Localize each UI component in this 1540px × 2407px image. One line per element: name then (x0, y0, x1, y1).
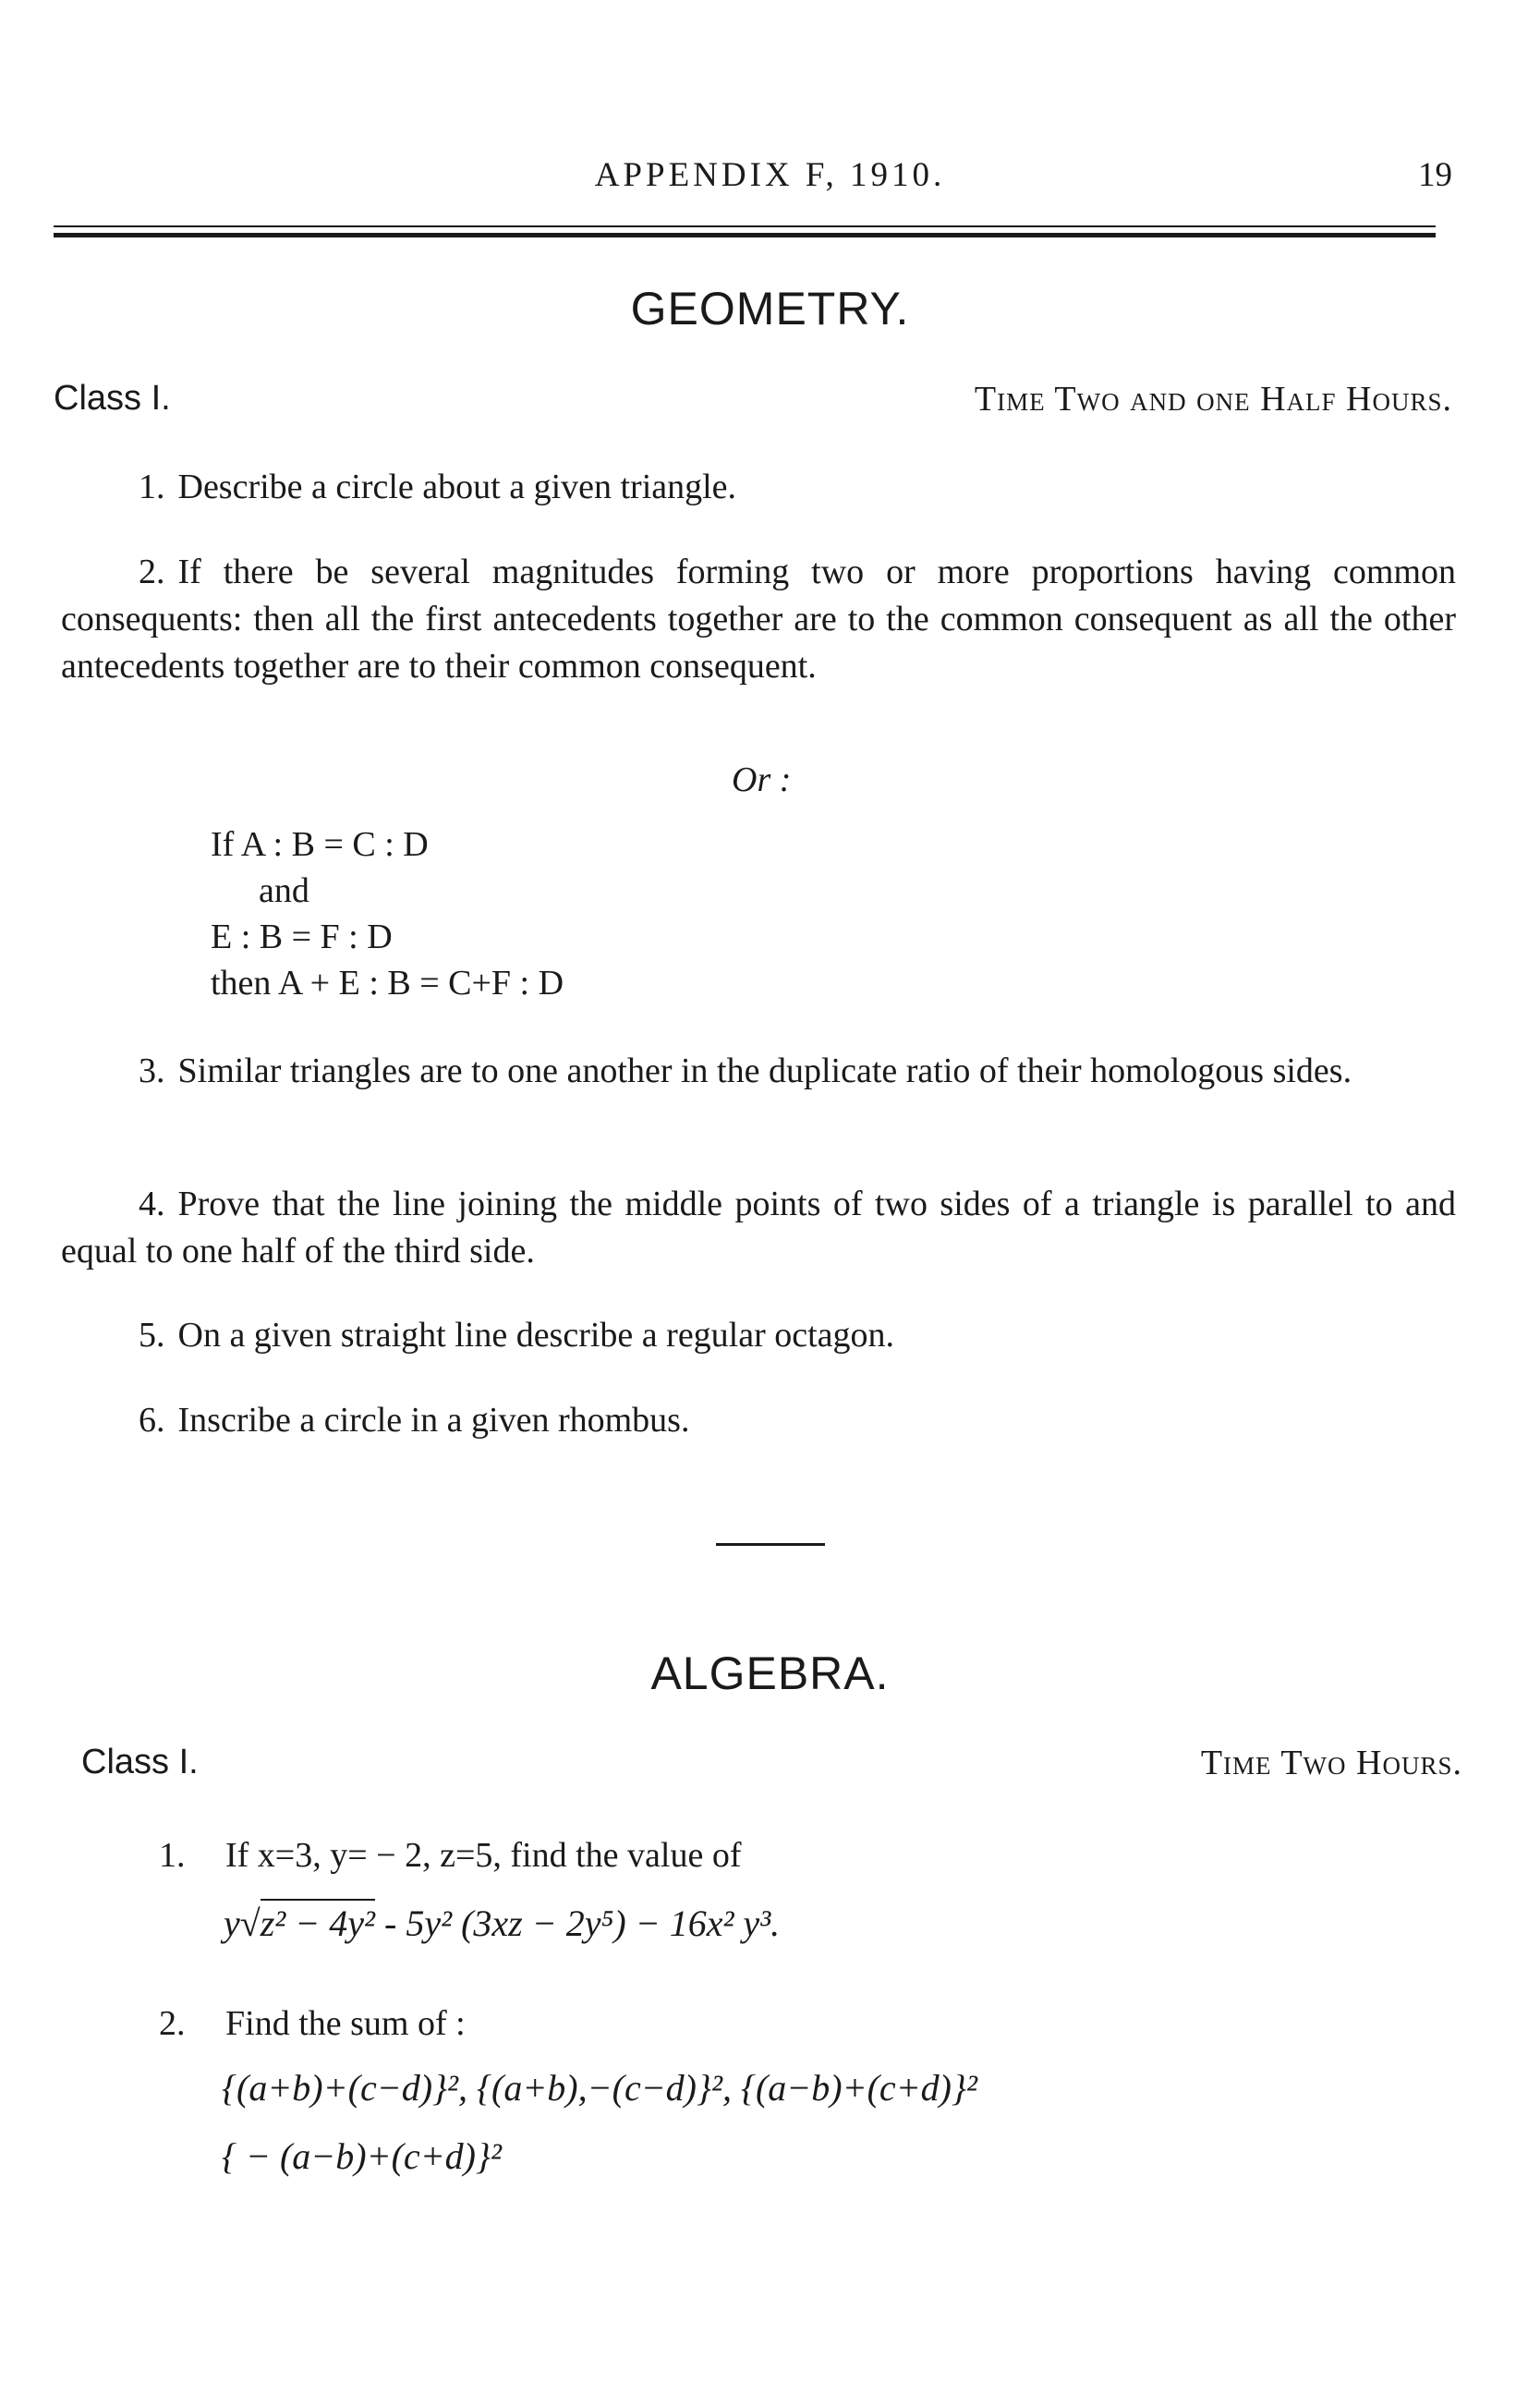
algebra-time-label: Time Two Hours. (1200, 1744, 1462, 1782)
running-head: APPENDIX F, 1910. (594, 156, 946, 194)
question-text: On a given straight line describe a regular octagon. (177, 1316, 895, 1355)
geometry-question-5 (61, 1312, 1456, 1359)
expr-radicand: z² − 4y² (261, 1899, 375, 1944)
question-number: 6. (139, 1401, 165, 1440)
algebra-question-2-text: Find the sum of : (225, 2004, 466, 2043)
question-number: 1. (139, 468, 165, 506)
proportion-line-3: E : B = F : D (211, 918, 393, 956)
geometry-question-4 (61, 1181, 1456, 1275)
page-number: 19 (1418, 156, 1452, 194)
question-number: 3. (139, 1052, 165, 1090)
question-text: If there be several magnitudes forming two or more proportions having common consequents: then all the first antecedents together are to the common consequent as all the other antecedents together are to their common consequent. (61, 553, 1456, 686)
sqrt-icon: √ (239, 1903, 261, 1944)
proportion-line-1: If A : B = C : D (211, 825, 429, 864)
geometry-question-3 (61, 1048, 1456, 1095)
algebra-question-2-line-2: { − (a−b)+(c+d)}² (222, 2135, 502, 2177)
proportion-line-4: then A + E : B = C+F : D (211, 964, 564, 1003)
algebra-question-2-line-1: {(a+b)+(c−d)}², {(a+b),−(c−d)}², {(a−b)+(c+d)}² (222, 2067, 977, 2109)
question-text: Describe a circle about a given triangle. (177, 468, 737, 506)
algebra-title: ALGEBRA. (650, 1647, 890, 1699)
question-number: 5. (139, 1316, 165, 1355)
section-divider (716, 1543, 825, 1546)
algebra-class-label: Class I. (81, 1743, 199, 1781)
header-rule-thick (54, 233, 1436, 237)
geometry-question-2 (61, 549, 1456, 690)
question-text: Similar triangles are to one another in the duplicate ratio of their homologous sides. (177, 1052, 1352, 1090)
question-number: 2. (139, 553, 165, 591)
geometry-class-label: Class I. (54, 379, 171, 418)
question-number: 4. (139, 1185, 165, 1223)
question-text: Prove that the line joining the middle points of two sides of a triangle is parallel to and equal to one half of the third side. (61, 1185, 1456, 1270)
geometry-question-1 (61, 464, 1456, 511)
expr-rest: - 5y² (3xz − 2y⁵) − 16x² y³. (375, 1903, 781, 1944)
geometry-time-label: Time Two and one Half Hours. (974, 380, 1452, 419)
algebra-question-1-expression (224, 1902, 780, 1945)
header-rule-thin (54, 225, 1436, 227)
or-label: Or : (732, 760, 792, 799)
algebra-question-1-text: If x=3, y= − 2, z=5, find the value of (225, 1836, 742, 1875)
algebra-question-1-number: 1. (159, 1836, 186, 1875)
geometry-question-6 (61, 1397, 1456, 1444)
proportion-line-2: and (259, 871, 309, 910)
expr-y: y (224, 1903, 240, 1944)
geometry-title: GEOMETRY. (630, 283, 910, 334)
algebra-question-2-number: 2. (159, 2004, 186, 2043)
question-text: Inscribe a circle in a given rhombus. (177, 1401, 690, 1440)
